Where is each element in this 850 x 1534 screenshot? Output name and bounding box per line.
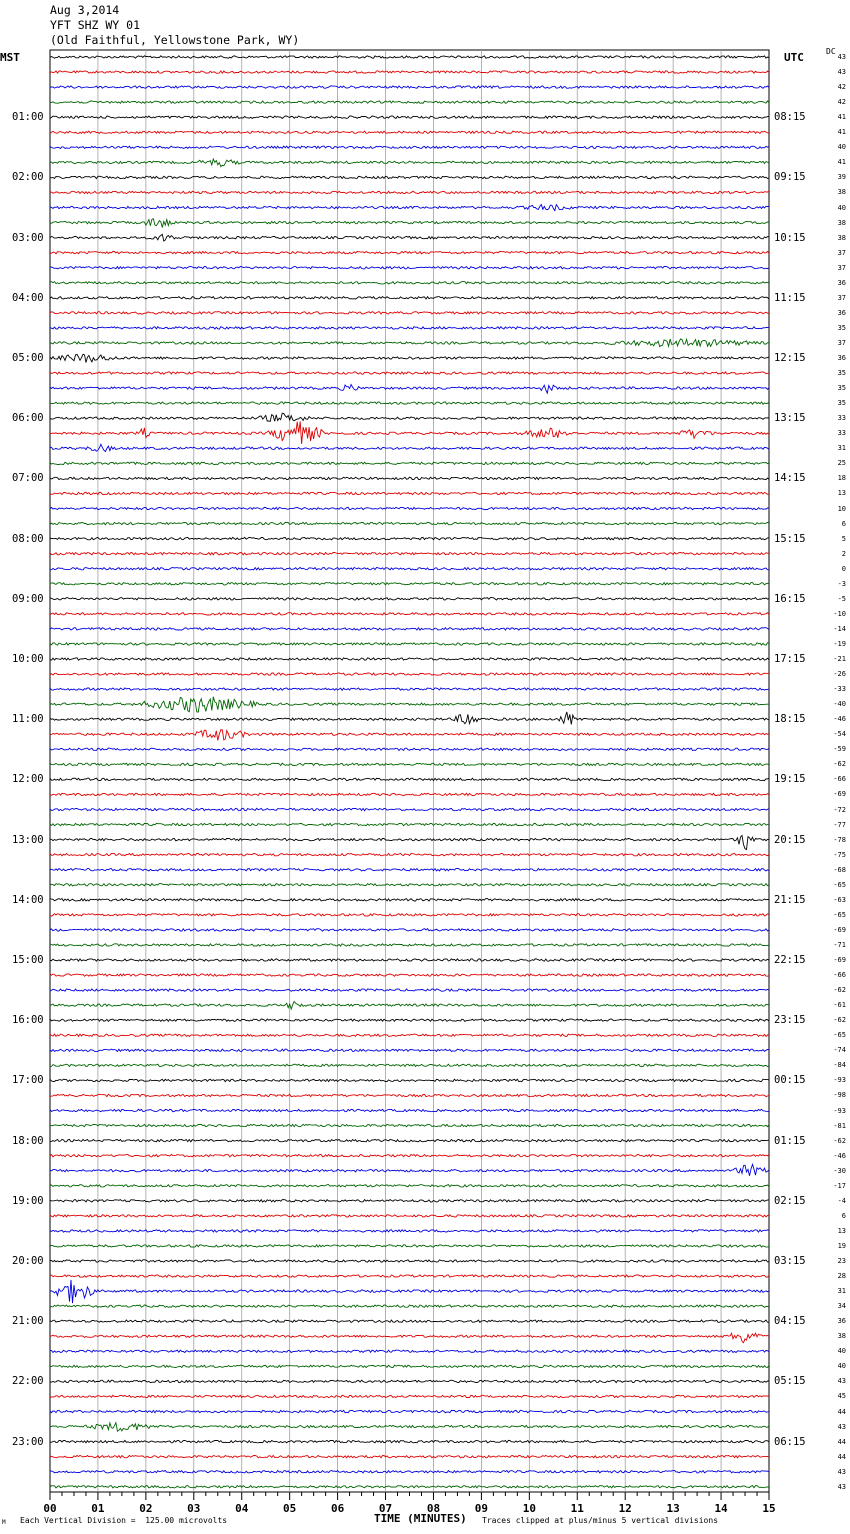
dc-offset-value: 44 (837, 1407, 846, 1416)
dc-offset-value: -17 (833, 1181, 846, 1190)
seismic-trace (50, 1365, 769, 1367)
dc-offset-value: -14 (833, 624, 846, 633)
dc-offset-value: 35 (837, 384, 846, 393)
station-location: (Old Faithful, Yellowstone Park, WY) (50, 33, 300, 47)
seismic-trace (50, 959, 769, 961)
dc-offset-value: -69 (833, 956, 846, 964)
left-hour-label: 02:00 (12, 171, 44, 184)
left-hour-label: 20:00 (12, 1255, 44, 1267)
seismic-trace (50, 146, 769, 148)
seismic-trace (50, 385, 769, 394)
left-hour-label: 06:00 (12, 412, 44, 425)
seismic-trace (50, 763, 769, 765)
seismic-trace (50, 522, 769, 524)
dc-offset-value: 34 (837, 1302, 846, 1311)
seismic-trace (50, 131, 769, 133)
right-hour-label: 16:15 (774, 592, 806, 605)
dc-offset-value: 40 (837, 1362, 846, 1371)
left-hour-label: 09:00 (12, 592, 44, 605)
seismic-trace (50, 327, 769, 329)
seismic-trace (50, 1275, 769, 1277)
dc-offset-value: 43 (837, 1422, 846, 1431)
left-hour-label: 08:00 (12, 532, 44, 545)
dc-offset-value: 42 (837, 98, 846, 107)
dc-offset-value: 0 (841, 564, 846, 573)
seismic-trace (50, 568, 769, 570)
dc-offset-value: -77 (833, 820, 846, 829)
seismic-trace (50, 613, 769, 615)
dc-offset-value: 38 (837, 233, 846, 242)
seismic-trace (50, 1200, 769, 1202)
seismic-trace (50, 267, 769, 269)
dc-offset-value: 19 (837, 1241, 846, 1250)
dc-offset-value: -30 (833, 1166, 846, 1175)
seismic-trace (50, 899, 769, 901)
seismic-trace (50, 778, 769, 780)
right-hour-label: 20:15 (774, 833, 806, 846)
right-hour-label: 00:15 (774, 1074, 806, 1087)
seismic-trace (50, 697, 769, 712)
x-tick-label: 03 (187, 1502, 201, 1515)
dc-offset-value: 37 (837, 293, 846, 302)
dc-offset-value: 28 (837, 1272, 846, 1281)
dc-offset-value: 37 (837, 338, 846, 347)
chart-date: Aug 3,2014 (50, 3, 120, 17)
seismic-trace (50, 688, 769, 690)
x-tick-label: 14 (714, 1502, 728, 1515)
seismic-trace (50, 402, 769, 404)
right-hour-label: 17:15 (774, 653, 806, 665)
dc-offset-value: 43 (837, 53, 846, 61)
left-hour-label: 12:00 (12, 773, 44, 786)
right-hour-label: 08:15 (774, 111, 806, 124)
seismic-trace (50, 282, 769, 284)
seismic-trace (50, 1139, 769, 1141)
dc-offset-value: 44 (837, 1437, 846, 1446)
left-hour-label: 03:00 (12, 231, 44, 244)
dc-offset-value: 18 (837, 474, 846, 483)
left-hour-label: 07:00 (12, 472, 44, 485)
dc-offset-value: 43 (837, 1377, 846, 1386)
dc-offset-value: 40 (837, 1347, 846, 1356)
x-tick-label: 08 (426, 1502, 441, 1515)
dc-offset-value: 39 (837, 173, 846, 182)
seismic-trace (50, 1155, 769, 1157)
dc-offset-value: 10 (837, 504, 846, 513)
dc-offset-value: -93 (833, 1106, 846, 1115)
seismic-trace (50, 312, 769, 314)
left-hour-label: 04:00 (12, 291, 44, 304)
dc-offset-value: -62 (833, 1016, 846, 1025)
dc-offset-value: -62 (833, 760, 846, 769)
left-hour-label: 05:00 (12, 352, 44, 364)
seismic-trace (50, 421, 769, 444)
dc-offset-value: -10 (833, 609, 846, 618)
x-tick-label: 00 (43, 1502, 57, 1515)
dc-offset-value: -5 (837, 594, 846, 603)
dc-offset-value: -46 (833, 715, 846, 724)
dc-offset-value: -4 (837, 1196, 846, 1205)
seismic-trace (50, 1486, 769, 1488)
right-hour-label: 12:15 (774, 352, 806, 364)
seismic-trace (50, 1260, 769, 1262)
left-hour-label: 11:00 (12, 713, 44, 726)
station-code: YFT SHZ WY 01 (50, 18, 141, 32)
seismic-trace (50, 234, 769, 241)
seismic-trace (50, 1034, 769, 1036)
seismic-trace (50, 56, 769, 58)
dc-offset-value: -66 (833, 971, 846, 980)
seismic-trace (50, 712, 769, 725)
left-hour-label: 23:00 (12, 1435, 44, 1448)
left-hour-label: 15:00 (12, 954, 44, 966)
seismic-trace (50, 86, 769, 88)
dc-offset-value: 6 (841, 1211, 846, 1220)
dc-offset-value: -46 (833, 1151, 846, 1160)
dc-offset-value: -84 (833, 1061, 846, 1070)
dc-offset-value: -19 (833, 639, 846, 648)
seismic-trace (50, 628, 769, 630)
left-hour-label: 19:00 (12, 1194, 44, 1207)
dc-offset-value: 41 (837, 128, 846, 137)
seismic-trace (50, 444, 769, 451)
right-hour-label: 05:15 (774, 1375, 806, 1388)
seismic-trace (50, 1064, 769, 1066)
seismic-trace (50, 869, 769, 871)
dc-offset-value: 35 (837, 399, 846, 408)
dc-offset-value: 25 (837, 459, 846, 468)
seismic-trace (50, 492, 769, 494)
dc-offset-value: -59 (833, 745, 846, 754)
dc-offset-value: 31 (837, 1287, 846, 1296)
seismic-trace (50, 1215, 769, 1217)
right-hour-label: 11:15 (774, 291, 806, 304)
x-tick-label: 04 (235, 1502, 249, 1515)
dc-offset-value: -33 (833, 685, 846, 694)
dc-header: DC (826, 47, 836, 56)
dc-offset-value: 38 (837, 218, 846, 227)
seismic-trace (50, 1380, 769, 1382)
seismic-trace (50, 1333, 769, 1343)
dc-offset-value: -78 (833, 835, 846, 844)
dc-offset-value: 38 (837, 188, 846, 197)
seismic-trace (50, 673, 769, 675)
seismic-trace (50, 507, 769, 509)
dc-offset-value: 43 (837, 68, 846, 77)
seismic-trace (50, 339, 769, 347)
right-timezone-label: UTC (784, 51, 804, 64)
dc-offset-value: 40 (837, 203, 846, 212)
seismic-trace (50, 1049, 769, 1051)
seismic-trace (50, 884, 769, 886)
x-axis-title: TIME (MINUTES) (374, 1512, 467, 1525)
seismic-trace (50, 1109, 769, 1111)
dc-offset-value: 44 (837, 1452, 846, 1461)
right-hour-label: 23:15 (774, 1014, 806, 1027)
dc-offset-value: 41 (837, 158, 846, 167)
dc-offset-value: 33 (837, 429, 846, 438)
seismic-trace (50, 553, 769, 555)
seismic-trace (50, 643, 769, 645)
seismic-trace (50, 116, 769, 118)
dc-offset-value: -69 (833, 925, 846, 934)
dc-offset-value: 40 (837, 143, 846, 152)
dc-offset-value: -26 (833, 670, 846, 679)
dc-offset-value: -68 (833, 865, 846, 874)
x-tick-label: 01 (91, 1502, 105, 1515)
x-tick-label: 05 (283, 1502, 297, 1515)
dc-offset-value: -65 (833, 880, 846, 889)
seismic-trace (50, 1185, 769, 1187)
seismic-trace (50, 1423, 769, 1432)
seismic-trace (50, 71, 769, 73)
seismic-trace (50, 974, 769, 976)
right-hour-label: 06:15 (774, 1435, 806, 1448)
right-hour-label: 01:15 (774, 1134, 806, 1147)
right-hour-label: 15:15 (774, 532, 806, 545)
seismic-trace (50, 159, 769, 167)
right-hour-label: 04:15 (774, 1315, 806, 1328)
seismic-trace (50, 730, 769, 741)
dc-offset-value: -63 (833, 895, 846, 904)
seismic-trace (50, 1230, 769, 1232)
dc-offset-value: -93 (833, 1076, 846, 1085)
dc-offset-value: 45 (837, 1392, 846, 1401)
seismic-trace (50, 1094, 769, 1096)
seismic-trace (50, 477, 769, 479)
seismic-trace (50, 1164, 769, 1175)
dc-offset-value: -62 (833, 1136, 846, 1145)
seismic-trace (50, 205, 769, 211)
dc-offset-value: -21 (833, 655, 846, 663)
left-hour-label: 10:00 (12, 653, 44, 665)
right-hour-label: 18:15 (774, 713, 806, 726)
seismic-trace (50, 1124, 769, 1126)
seismic-trace (50, 191, 769, 193)
dc-offset-value: 41 (837, 113, 846, 122)
dc-offset-value: 23 (837, 1257, 846, 1265)
seismic-trace (50, 1019, 769, 1021)
dc-offset-value: -54 (833, 730, 846, 739)
dc-offset-value: 37 (837, 248, 846, 257)
dc-offset-value: 31 (837, 444, 846, 453)
left-hour-label: 18:00 (12, 1134, 44, 1147)
x-tick-label: 15 (762, 1502, 776, 1515)
left-hour-label: 16:00 (12, 1014, 44, 1027)
left-hour-label: 01:00 (12, 111, 44, 124)
left-hour-label: 21:00 (12, 1315, 44, 1328)
x-tick-label: 12 (618, 1502, 632, 1515)
dc-offset-value: 13 (837, 1226, 846, 1235)
dc-offset-value: -72 (833, 805, 846, 814)
seismic-trace (50, 823, 769, 825)
dc-offset-value: -75 (833, 850, 846, 859)
dc-offset-value: -3 (837, 579, 846, 588)
right-hour-label: 09:15 (774, 171, 806, 184)
x-tick-label: 09 (474, 1502, 489, 1515)
dc-offset-value: -69 (833, 790, 846, 799)
dc-offset-value: 2 (841, 549, 846, 558)
dc-offset-value: -65 (833, 1031, 846, 1040)
dc-offset-value: -40 (833, 700, 846, 709)
dc-offset-value: 43 (837, 1467, 846, 1476)
dc-offset-value: 35 (837, 323, 846, 332)
seismic-trace (50, 1440, 769, 1442)
x-tick-label: 07 (378, 1502, 393, 1515)
right-hour-label: 10:15 (774, 231, 806, 244)
seismic-trace (50, 176, 769, 178)
seismic-trace (50, 929, 769, 931)
dc-offset-value: 38 (837, 1332, 846, 1341)
dc-offset-value: -66 (833, 775, 846, 784)
seismic-trace (50, 101, 769, 103)
dc-offset-value: -98 (833, 1091, 846, 1100)
seismic-trace (50, 1280, 769, 1303)
seismic-trace (50, 462, 769, 464)
right-hour-label: 13:15 (774, 412, 806, 425)
dc-offset-value: 36 (837, 278, 846, 287)
clip-note: Traces clipped at plus/minus 5 vertical divisions (482, 1516, 719, 1525)
dc-offset-value: 6 (841, 519, 846, 528)
seismic-trace (50, 1395, 769, 1397)
corner-mark: M (2, 1519, 6, 1526)
dc-offset-value: 33 (837, 414, 846, 423)
left-hour-label: 14:00 (12, 893, 44, 906)
seismic-trace (50, 537, 769, 539)
seismic-trace (50, 914, 769, 916)
seismic-trace (50, 1471, 769, 1473)
dc-offset-value: 42 (837, 83, 846, 92)
seismic-trace (50, 219, 769, 228)
seismic-trace (50, 1305, 769, 1307)
x-tick-label: 06 (330, 1502, 345, 1515)
dc-offset-value: 13 (837, 489, 846, 498)
right-hour-label: 02:15 (774, 1194, 806, 1207)
x-tick-label: 11 (570, 1502, 584, 1515)
seismic-trace (50, 583, 769, 585)
dc-offset-value: 36 (837, 308, 846, 317)
seismic-trace (50, 1002, 769, 1009)
seismic-trace (50, 354, 769, 362)
seismic-trace (50, 252, 769, 254)
seismic-trace (50, 372, 769, 374)
right-hour-label: 03:15 (774, 1255, 806, 1267)
seismic-trace (50, 598, 769, 600)
dc-offset-value: 37 (837, 263, 846, 272)
scale-note: Each Vertical Division = 125.00 microvolts (20, 1516, 228, 1525)
left-hour-label: 22:00 (12, 1375, 44, 1388)
left-hour-label: 13:00 (12, 833, 44, 846)
seismic-trace (50, 297, 769, 299)
dc-offset-value: -74 (833, 1046, 846, 1055)
seismic-trace (50, 836, 769, 850)
dc-offset-value: 36 (837, 354, 846, 362)
seismic-trace (50, 944, 769, 946)
right-hour-label: 14:15 (774, 472, 806, 485)
right-hour-label: 21:15 (774, 893, 806, 906)
seismic-trace (50, 1456, 769, 1458)
seismic-trace (50, 748, 769, 750)
seismic-trace (50, 1320, 769, 1322)
dc-offset-value: 35 (837, 369, 846, 378)
seismic-trace (50, 854, 769, 856)
dc-offset-value: 43 (837, 1482, 846, 1491)
left-timezone-label: MST (0, 51, 20, 64)
seismic-trace (50, 1410, 769, 1412)
seismic-trace (50, 1079, 769, 1081)
dc-offset-value: 36 (837, 1317, 846, 1326)
x-tick-label: 10 (522, 1502, 536, 1515)
dc-offset-value: 5 (841, 534, 846, 543)
seismic-trace (50, 989, 769, 991)
dc-offset-value: -65 (833, 910, 846, 919)
dc-offset-value: -62 (833, 986, 846, 995)
seismic-trace (50, 1350, 769, 1352)
dc-offset-value: -61 (833, 1001, 846, 1010)
seismic-trace (50, 413, 769, 421)
x-tick-label: 02 (139, 1502, 153, 1515)
right-hour-label: 19:15 (774, 773, 806, 786)
seismic-trace (50, 808, 769, 810)
seismic-trace (50, 1245, 769, 1247)
right-hour-label: 22:15 (774, 954, 806, 966)
seismic-trace (50, 658, 769, 660)
left-hour-label: 17:00 (12, 1074, 44, 1087)
x-tick-label: 13 (666, 1502, 680, 1515)
dc-offset-value: -81 (833, 1121, 846, 1130)
dc-offset-value: -71 (833, 940, 846, 949)
seismic-trace (50, 793, 769, 795)
